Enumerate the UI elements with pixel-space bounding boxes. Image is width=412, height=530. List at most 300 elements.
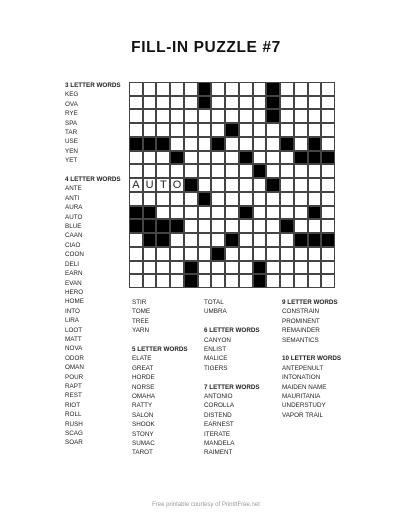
grid-cell-black — [156, 137, 170, 151]
word-list-item: REMAINDER — [282, 327, 320, 335]
word-list-item: INTONATION — [282, 374, 321, 382]
word-list-item: RATTY — [132, 402, 153, 410]
word-list-item: COON — [65, 251, 84, 259]
word-list-item: RAIMENT — [204, 449, 233, 457]
grid-cell[interactable] — [321, 206, 335, 220]
grid-cell[interactable] — [143, 164, 157, 178]
grid-cell[interactable] — [294, 192, 308, 206]
word-list-item: CANYON — [204, 336, 231, 344]
grid-cell[interactable] — [143, 82, 157, 96]
grid-cell[interactable] — [184, 123, 198, 137]
word-list-item: UMBRA — [204, 308, 227, 316]
grid-cell[interactable] — [321, 261, 335, 275]
grid-cell[interactable] — [321, 178, 335, 192]
word-list-item: SHOOK — [132, 421, 155, 429]
grid-cell[interactable] — [129, 261, 143, 275]
grid-cell-black — [211, 247, 225, 261]
grid-cell[interactable] — [143, 192, 157, 206]
grid-cell-black — [129, 137, 143, 151]
grid-cell-black — [211, 137, 225, 151]
word-group-heading: 6 LETTER WORDS — [204, 327, 260, 335]
grid-cell[interactable] — [266, 164, 280, 178]
grid-cell[interactable] — [321, 164, 335, 178]
grid-cell[interactable] — [170, 109, 184, 123]
grid-cell[interactable] — [266, 261, 280, 275]
grid-cell[interactable] — [184, 192, 198, 206]
grid-cell[interactable] — [253, 151, 267, 165]
grid-cell[interactable] — [280, 178, 294, 192]
grid-cell[interactable] — [129, 164, 143, 178]
grid-cell[interactable] — [170, 178, 184, 192]
word-list-item: STONY — [132, 430, 154, 438]
grid-letter: A — [132, 179, 140, 192]
word-list-item: ROLL — [65, 411, 82, 419]
grid-cell[interactable] — [253, 109, 267, 123]
grid-cell[interactable] — [129, 82, 143, 96]
grid-cell[interactable] — [266, 137, 280, 151]
grid-cell[interactable] — [211, 123, 225, 137]
grid-cell-black — [308, 137, 322, 151]
grid-cell[interactable] — [129, 274, 143, 288]
grid-cell-black — [294, 151, 308, 165]
grid-cell-black — [225, 233, 239, 247]
grid-cell[interactable] — [280, 247, 294, 261]
word-list-item: RAPT — [65, 382, 82, 390]
word-list-item: SCAG — [65, 430, 83, 438]
grid-cell[interactable] — [280, 233, 294, 247]
grid-cell[interactable] — [280, 96, 294, 110]
grid-cell[interactable] — [143, 109, 157, 123]
grid-cell[interactable] — [294, 123, 308, 137]
word-list-column-1 — [65, 81, 121, 448]
word-list-column-4 — [282, 298, 341, 420]
word-list-item: VAPOR TRAIL — [282, 411, 324, 419]
grid-cell-black — [266, 109, 280, 123]
word-list-item: STIR — [132, 299, 147, 306]
grid-cell[interactable] — [321, 123, 335, 137]
list-spacer — [204, 373, 260, 382]
grid-cell[interactable] — [253, 192, 267, 206]
grid-cell[interactable] — [211, 274, 225, 288]
grid-cell[interactable] — [294, 261, 308, 275]
grid-cell[interactable] — [211, 151, 225, 165]
grid-cell-black — [266, 82, 280, 96]
grid-cell[interactable] — [170, 206, 184, 220]
grid-cell[interactable] — [170, 192, 184, 206]
grid-cell[interactable] — [184, 151, 198, 165]
grid-cell[interactable] — [266, 192, 280, 206]
grid-cell[interactable] — [321, 109, 335, 123]
grid-cell[interactable] — [184, 206, 198, 220]
grid-cell[interactable] — [321, 96, 335, 110]
grid-cell[interactable] — [225, 137, 239, 151]
word-list-item: TAROT — [132, 449, 153, 457]
grid-cell[interactable] — [321, 192, 335, 206]
grid-cell-black — [308, 233, 322, 247]
grid-cell[interactable] — [156, 82, 170, 96]
grid-cell[interactable] — [184, 96, 198, 110]
grid-cell[interactable] — [280, 261, 294, 275]
word-list-item: AURA — [65, 204, 83, 212]
grid-cell[interactable] — [170, 233, 184, 247]
word-list-item: NORSE — [132, 383, 155, 391]
grid-cell[interactable] — [198, 123, 212, 137]
grid-cell[interactable] — [239, 164, 253, 178]
grid-cell-black — [280, 219, 294, 233]
grid-cell[interactable] — [239, 137, 253, 151]
word-list-column-3 — [204, 298, 260, 458]
word-group-heading: 3 LETTER WORDS — [65, 82, 121, 89]
grid-cell[interactable] — [308, 164, 322, 178]
grid-cell[interactable] — [253, 206, 267, 220]
grid-cell[interactable] — [266, 219, 280, 233]
word-list-column-2 — [132, 298, 188, 458]
grid-cell[interactable] — [321, 82, 335, 96]
grid-cell[interactable] — [308, 247, 322, 261]
word-list-item: PROMINENT — [282, 317, 320, 325]
grid-cell[interactable] — [156, 123, 170, 137]
grid-cell[interactable] — [198, 274, 212, 288]
grid-cell[interactable] — [143, 123, 157, 137]
grid-cell[interactable] — [321, 137, 335, 151]
word-list-item: RYE — [65, 110, 78, 118]
grid-cell[interactable] — [225, 206, 239, 220]
grid-cell[interactable] — [239, 192, 253, 206]
word-list-item: EARNEST — [204, 421, 234, 429]
grid-cell-black — [266, 96, 280, 110]
grid-cell[interactable] — [129, 192, 143, 206]
grid-cell[interactable] — [143, 247, 157, 261]
grid-cell[interactable] — [294, 96, 308, 110]
grid-cell-black — [170, 219, 184, 233]
grid-cell[interactable] — [266, 123, 280, 137]
grid-cell[interactable] — [170, 164, 184, 178]
grid-cell[interactable] — [308, 82, 322, 96]
grid-cell[interactable] — [280, 206, 294, 220]
grid-cell[interactable] — [294, 206, 308, 220]
grid-cell[interactable] — [156, 109, 170, 123]
grid-cell[interactable] — [143, 96, 157, 110]
grid-cell[interactable] — [198, 178, 212, 192]
word-list-item: SEMANTICS — [282, 336, 319, 344]
word-list-item: ANTEPENULT — [282, 364, 324, 372]
grid-cell[interactable] — [156, 261, 170, 275]
grid-cell[interactable] — [239, 96, 253, 110]
grid-cell[interactable] — [266, 233, 280, 247]
grid-cell[interactable] — [198, 137, 212, 151]
word-list-item: BLUE — [65, 223, 82, 231]
grid-cell[interactable] — [225, 219, 239, 233]
grid-cell[interactable] — [198, 164, 212, 178]
grid-cell[interactable] — [198, 219, 212, 233]
word-list-item: YET — [65, 157, 78, 165]
grid-cell[interactable] — [294, 274, 308, 288]
word-group-heading: 9 LETTER WORDS — [282, 299, 338, 306]
grid-cell[interactable] — [225, 151, 239, 165]
grid-cell[interactable] — [253, 178, 267, 192]
word-list-item: KEG — [65, 91, 79, 99]
grid-cell-black — [143, 219, 157, 233]
word-list-item: CONSTRAIN — [282, 308, 320, 316]
grid-cell[interactable] — [253, 247, 267, 261]
grid-cell[interactable] — [129, 151, 143, 165]
grid-cell[interactable] — [211, 219, 225, 233]
word-list-item: ELATE — [132, 355, 152, 363]
grid-cell[interactable] — [198, 233, 212, 247]
grid-cell[interactable] — [198, 109, 212, 123]
grid-cell-black — [143, 233, 157, 247]
grid-cell[interactable] — [266, 206, 280, 220]
grid-cell[interactable] — [225, 247, 239, 261]
grid-cell[interactable] — [156, 247, 170, 261]
grid-cell[interactable] — [294, 109, 308, 123]
word-list-item: SUMAC — [132, 440, 155, 448]
puzzle-title: FILL-IN PUZZLE #7 — [131, 39, 281, 56]
grid-cell-black — [321, 151, 335, 165]
grid-cell[interactable] — [225, 96, 239, 110]
grid-cell[interactable] — [198, 247, 212, 261]
grid-cell[interactable] — [308, 109, 322, 123]
grid-cell[interactable] — [239, 123, 253, 137]
grid-cell[interactable] — [239, 233, 253, 247]
word-list-item: ANTONIO — [204, 393, 233, 401]
grid-cell[interactable] — [129, 233, 143, 247]
grid-cell[interactable] — [143, 261, 157, 275]
grid-cell[interactable] — [211, 233, 225, 247]
grid-cell[interactable] — [225, 164, 239, 178]
grid-cell[interactable] — [211, 206, 225, 220]
grid-cell[interactable] — [129, 123, 143, 137]
grid-cell[interactable] — [184, 82, 198, 96]
footer-credit: Free printable courtesy of PrintItFree.net — [152, 502, 260, 508]
word-list-item: RUSH — [65, 420, 83, 428]
word-list-item: SALON — [132, 411, 154, 419]
grid-cell[interactable] — [321, 219, 335, 233]
word-list-item: LIRA — [65, 317, 79, 325]
grid-cell[interactable] — [211, 261, 225, 275]
grid-cell[interactable] — [294, 164, 308, 178]
word-list-item: TREE — [132, 317, 149, 325]
grid-cell[interactable] — [253, 137, 267, 151]
grid-cell[interactable] — [170, 274, 184, 288]
grid-cell-black — [280, 137, 294, 151]
word-list-item: CIAO — [65, 241, 81, 249]
grid-cell[interactable] — [308, 192, 322, 206]
grid-cell[interactable] — [321, 274, 335, 288]
word-list-item: GREAT — [132, 364, 154, 372]
crossword-grid — [129, 82, 335, 288]
grid-cell[interactable] — [239, 247, 253, 261]
word-list-item: NOVA — [65, 345, 83, 353]
word-list-item: INTO — [65, 307, 80, 315]
word-list-item: TIGERS — [204, 364, 228, 372]
grid-cell[interactable] — [225, 192, 239, 206]
grid-cell-black — [184, 274, 198, 288]
grid-cell-black — [129, 206, 143, 220]
word-list-item: YEN — [65, 147, 78, 155]
grid-cell-black — [253, 274, 267, 288]
grid-letter: U — [145, 179, 154, 192]
grid-cell[interactable] — [308, 261, 322, 275]
list-spacer — [282, 345, 341, 354]
grid-cell[interactable] — [156, 192, 170, 206]
grid-cell[interactable] — [156, 151, 170, 165]
grid-cell[interactable] — [143, 274, 157, 288]
word-list-item: MAURITANIA — [282, 393, 321, 401]
grid-cell-black — [143, 137, 157, 151]
grid-cell[interactable] — [294, 178, 308, 192]
word-list-item: OMAN — [65, 364, 84, 372]
grid-cell[interactable] — [280, 192, 294, 206]
grid-cell-black — [198, 96, 212, 110]
grid-cell[interactable] — [294, 219, 308, 233]
grid-cell[interactable] — [266, 247, 280, 261]
word-list-item: REST — [65, 392, 82, 400]
grid-cell[interactable] — [239, 178, 253, 192]
word-list-item: CAAN — [65, 232, 83, 240]
word-list-item: USE — [65, 138, 78, 146]
word-list-item: HERO — [65, 288, 84, 296]
word-group-heading: 5 LETTER WORDS — [132, 346, 188, 354]
grid-cell[interactable] — [184, 219, 198, 233]
word-list-item: OVA — [65, 100, 78, 108]
grid-cell[interactable] — [225, 261, 239, 275]
grid-cell[interactable] — [143, 151, 157, 165]
grid-cell[interactable] — [211, 192, 225, 206]
grid-cell[interactable] — [308, 274, 322, 288]
word-list-item: SPA — [65, 119, 78, 127]
grid-cell[interactable] — [184, 137, 198, 151]
grid-cell[interactable] — [129, 247, 143, 261]
grid-cell-black — [308, 206, 322, 220]
grid-cell[interactable] — [294, 247, 308, 261]
word-list-item: ENLIST — [204, 346, 227, 354]
grid-cell[interactable] — [156, 206, 170, 220]
grid-cell[interactable] — [308, 219, 322, 233]
word-list-item: AUTO — [65, 213, 83, 221]
grid-cell[interactable] — [184, 109, 198, 123]
word-list-item: RIOT — [65, 401, 81, 409]
grid-cell[interactable] — [253, 219, 267, 233]
grid-cell[interactable] — [225, 82, 239, 96]
grid-cell[interactable] — [321, 247, 335, 261]
grid-cell[interactable] — [266, 274, 280, 288]
grid-cell[interactable] — [253, 233, 267, 247]
grid-letter: T — [159, 179, 167, 192]
grid-cell[interactable] — [198, 206, 212, 220]
grid-cell[interactable] — [308, 178, 322, 192]
word-group-heading: 10 LETTER WORDS — [282, 355, 342, 363]
word-list-item: TAR — [65, 129, 78, 137]
word-list-item: POUR — [65, 373, 84, 381]
word-list-item: HOME — [65, 298, 84, 306]
word-list-item: COROLLA — [204, 402, 235, 410]
grid-cell[interactable] — [225, 178, 239, 192]
list-spacer — [132, 336, 188, 345]
grid-cell[interactable] — [239, 274, 253, 288]
grid-cell[interactable] — [308, 123, 322, 137]
grid-cell-black — [225, 123, 239, 137]
grid-cell[interactable] — [239, 219, 253, 233]
grid-cell[interactable] — [211, 164, 225, 178]
word-list-item: DELI — [65, 260, 79, 268]
word-list-item: DISTEND — [204, 411, 232, 419]
grid-cell[interactable] — [156, 96, 170, 110]
grid-cell[interactable] — [211, 178, 225, 192]
grid-cell[interactable] — [225, 109, 239, 123]
word-list-item: ITERATE — [204, 430, 231, 438]
grid-cell-black — [198, 192, 212, 206]
grid-cell[interactable] — [280, 164, 294, 178]
grid-cell[interactable] — [253, 123, 267, 137]
word-group-heading: 4 LETTER WORDS — [65, 176, 121, 184]
grid-cell[interactable] — [170, 96, 184, 110]
grid-cell[interactable] — [280, 274, 294, 288]
grid-cell[interactable] — [198, 261, 212, 275]
grid-cell-black — [156, 219, 170, 233]
grid-cell[interactable] — [280, 151, 294, 165]
grid-cell[interactable] — [184, 233, 198, 247]
grid-cell[interactable] — [156, 274, 170, 288]
grid-cell[interactable] — [266, 151, 280, 165]
word-list-item: OMAHA — [132, 393, 156, 401]
grid-cell[interactable] — [239, 261, 253, 275]
grid-cell[interactable] — [294, 137, 308, 151]
grid-cell[interactable] — [184, 164, 198, 178]
grid-cell[interactable] — [308, 96, 322, 110]
word-list-item: EVAN — [65, 279, 82, 287]
word-list-item: TOME — [132, 308, 151, 316]
grid-cell-black — [321, 233, 335, 247]
grid-cell[interactable] — [156, 164, 170, 178]
grid-cell[interactable] — [211, 82, 225, 96]
grid-cell-black — [184, 261, 198, 275]
grid-cell[interactable] — [129, 109, 143, 123]
grid-cell[interactable] — [170, 123, 184, 137]
grid-cell-black — [184, 178, 198, 192]
grid-cell[interactable] — [253, 96, 267, 110]
grid-cell[interactable] — [156, 178, 170, 192]
grid-cell[interactable] — [143, 178, 157, 192]
grid-cell[interactable] — [294, 82, 308, 96]
grid-cell[interactable] — [239, 82, 253, 96]
grid-cell[interactable] — [211, 109, 225, 123]
word-list-item: ANTE — [65, 185, 82, 193]
grid-cell[interactable] — [225, 274, 239, 288]
grid-cell[interactable] — [280, 109, 294, 123]
grid-cell[interactable] — [280, 82, 294, 96]
word-list-item: MATT — [65, 335, 82, 343]
grid-cell-black — [143, 206, 157, 220]
grid-cell[interactable] — [184, 247, 198, 261]
grid-cell[interactable] — [170, 82, 184, 96]
grid-cell[interactable] — [253, 82, 267, 96]
word-list-item: HORDE — [132, 374, 155, 382]
grid-cell[interactable] — [198, 151, 212, 165]
grid-cell[interactable] — [239, 109, 253, 123]
grid-cell[interactable] — [170, 137, 184, 151]
grid-cell[interactable] — [129, 96, 143, 110]
grid-cell[interactable] — [211, 96, 225, 110]
grid-cell[interactable] — [129, 178, 143, 192]
word-list-item: TOTAL — [204, 299, 224, 306]
grid-cell[interactable] — [170, 261, 184, 275]
grid-cell-black — [308, 151, 322, 165]
grid-cell[interactable] — [170, 247, 184, 261]
grid-cell[interactable] — [280, 123, 294, 137]
word-list-item: ODOR — [65, 354, 84, 362]
grid-cell-black — [198, 82, 212, 96]
